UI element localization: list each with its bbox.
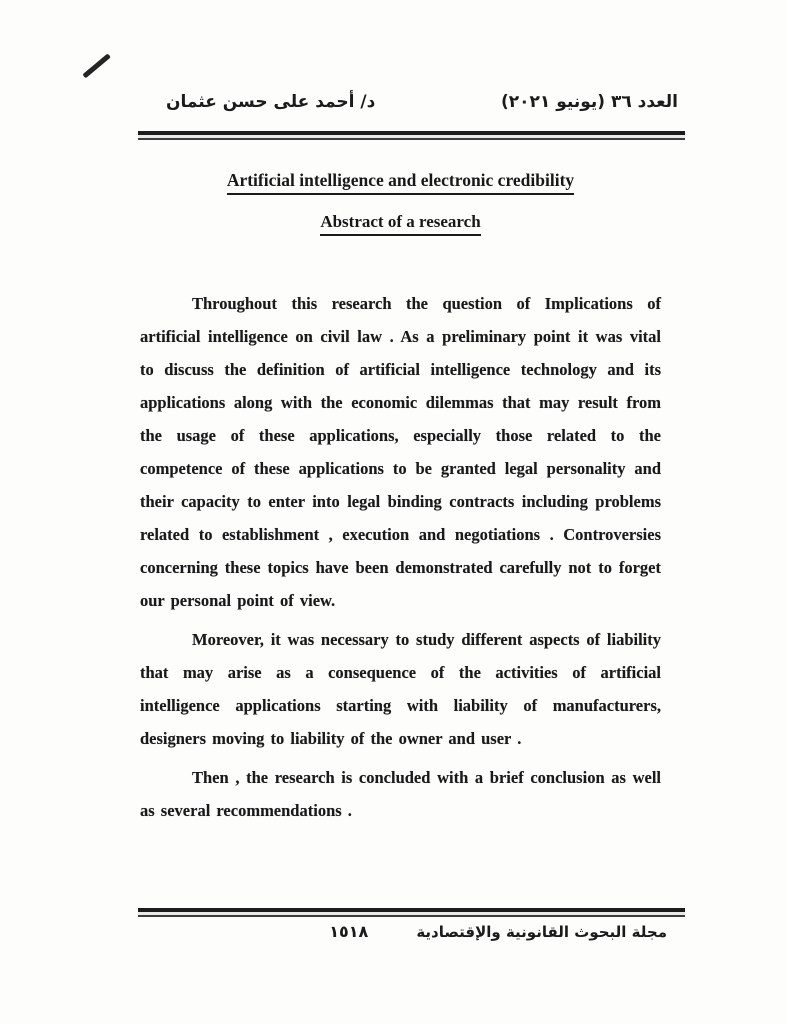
abstract-paragraph-2: Moreover, it was necessary to study different aspects of liability that may arise as a consequence of the activities of artificial intelligence applications starting with liability of manufacturers, designers moving to liability of the owner and user . [140,630,661,748]
abstract-paragraph-3: Then , the research is concluded with a brief conclusion as well as several recommendations . [140,768,661,820]
document-title [140,170,661,195]
issue-date-label: العدد ٣٦ (يونيو ٢٠٢١) [501,92,678,112]
abstract-body [140,287,661,833]
document-subtitle [140,212,661,236]
abstract-paragraph-1: Throughout this research the question of Implications of artificial intelligence on civil law . As a preliminary point it was vital to discuss the definition of artificial intelligence technology and its applications along with the economic dilemmas that may result from the usage of these applications, especially those related to the competence of these applications to be granted legal personality and their capacity to enter into legal binding contracts including problems related to establishment , execution and negotiations . Controversies concerning these topics have been demonstrated carefully not to forget our personal point of view. [140,294,661,610]
page-number: ١٥١٨ [329,922,369,941]
author-name: د/ أحمد على حسن عثمان [166,92,376,112]
journal-name: مجلة البحوث القانونية والإقتصادية [416,923,667,941]
page-footer [140,922,667,941]
document-subtitle-text: Abstract of a research [320,212,480,236]
document-title-text: Artificial intelligence and electronic credibility [227,170,574,195]
page-header [166,92,678,112]
scan-artifact-mark [82,53,110,78]
footer-divider-rule [138,908,685,917]
header-divider-rule [138,131,685,140]
